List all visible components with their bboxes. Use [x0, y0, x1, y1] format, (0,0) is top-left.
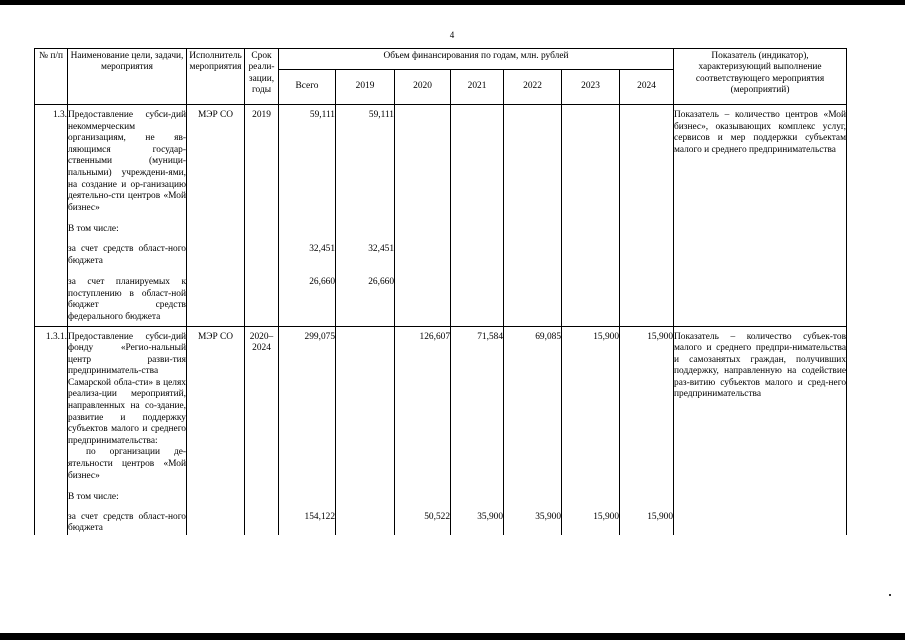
table-row	[35, 236, 847, 267]
table-row	[35, 504, 847, 535]
table-row	[35, 326, 847, 482]
header-year: 2020	[395, 70, 451, 105]
sub-2021: 35,900	[451, 504, 504, 535]
row-name: Предоставление субси-дий фонду «Регио-нальный центр разви-тия предприниматель-ства Самарской обла-сти» в целях реализа-ции мероприятий, направленных на со-здание, развитие и поддержку субъектов малого и среднего предпринимательства:	[68, 331, 186, 446]
header-funding: Объем финансирования по годам, млн. рублей	[279, 49, 674, 70]
sub-total: 154,122	[279, 504, 336, 535]
sub-total: 26,660	[279, 267, 336, 326]
header-year: 2022	[504, 70, 562, 105]
header-name: Наименование цели, задачи, мероприятия	[68, 49, 187, 105]
header-year: 2023	[562, 70, 620, 105]
sub-2019: 26,660	[336, 267, 395, 326]
header-year: 2019	[336, 70, 395, 105]
sub-2020: 50,522	[395, 504, 451, 535]
row-total: 59,111	[279, 105, 336, 215]
table-row	[35, 105, 847, 215]
row-indicator: Показатель – количество центров «Мой бизнес», оказывающих комплекс услуг, сервисов и мер поддержки субъектам малого и среднего предпринимательства	[674, 105, 847, 215]
table-row	[35, 267, 847, 326]
header-year: 2021	[451, 70, 504, 105]
header-term: Срок реали-зации, годы	[245, 49, 279, 105]
scan-speck	[889, 594, 891, 596]
row-name-continued: по организации де-ятельности центров «Мой бизнес»	[68, 447, 186, 481]
including-label: В том числе:	[68, 482, 187, 504]
table-row	[35, 482, 847, 504]
header-total: Всего	[279, 70, 336, 105]
row-indicator: Показатель – количество субъек-тов малого и среднего предпри-нимательства и самозанятых граждан, получивших поддержку, направленную на содействие раз-витию субъектов малого и сред-него предпринимательства	[674, 326, 847, 482]
row-2021: 71,584	[451, 326, 504, 482]
scan-top-border	[0, 0, 905, 5]
table-row	[35, 214, 847, 236]
row-term: 2020–2024	[245, 326, 279, 482]
page-number: 4	[449, 30, 455, 40]
row-2019: 59,111	[336, 105, 395, 215]
sub-2022: 35,900	[504, 504, 562, 535]
sub-name: за счет средств област-ного бюджета	[68, 504, 187, 535]
row-2023: 15,900	[562, 326, 620, 482]
row-term: 2019	[245, 105, 279, 215]
row-total: 299,075	[279, 326, 336, 482]
row-name: Предоставление субси-дий некоммерческим организациям, не яв-ляющимся государ-ственными (муници-пальными) учреждени-ями, на создание и ор-ганизацию деятельно-сти центров «Мой бизнес»	[68, 105, 187, 215]
sub-name: за счет планируемых к поступлению в област-ной бюджет средств федерального бюджета	[68, 267, 187, 326]
row-code: 1.3.	[35, 105, 68, 215]
scan-bottom-border	[0, 633, 905, 640]
sub-2024: 15,900	[620, 504, 674, 535]
header-indicator: Показатель (индикатор), характеризующий выполнение соответствующего мероприятия (мероприятий)	[674, 49, 847, 105]
row-2020: 126,607	[395, 326, 451, 482]
row-code: 1.3.1.	[35, 326, 68, 482]
sub-2023: 15,900	[562, 504, 620, 535]
header-year: 2024	[620, 70, 674, 105]
funding-table	[34, 48, 847, 535]
including-label: В том числе:	[68, 214, 187, 236]
row-executor: МЭР СО	[187, 105, 245, 215]
row-2024: 15,900	[620, 326, 674, 482]
header-num: № п/п	[35, 49, 68, 105]
sub-total: 32,451	[279, 236, 336, 267]
row-executor: МЭР СО	[187, 326, 245, 482]
sub-2019: 32,451	[336, 236, 395, 267]
row-2022: 69,085	[504, 326, 562, 482]
sub-name: за счет средств област-ного бюджета	[68, 236, 187, 267]
header-executor: Исполнитель мероприятия	[187, 49, 245, 105]
